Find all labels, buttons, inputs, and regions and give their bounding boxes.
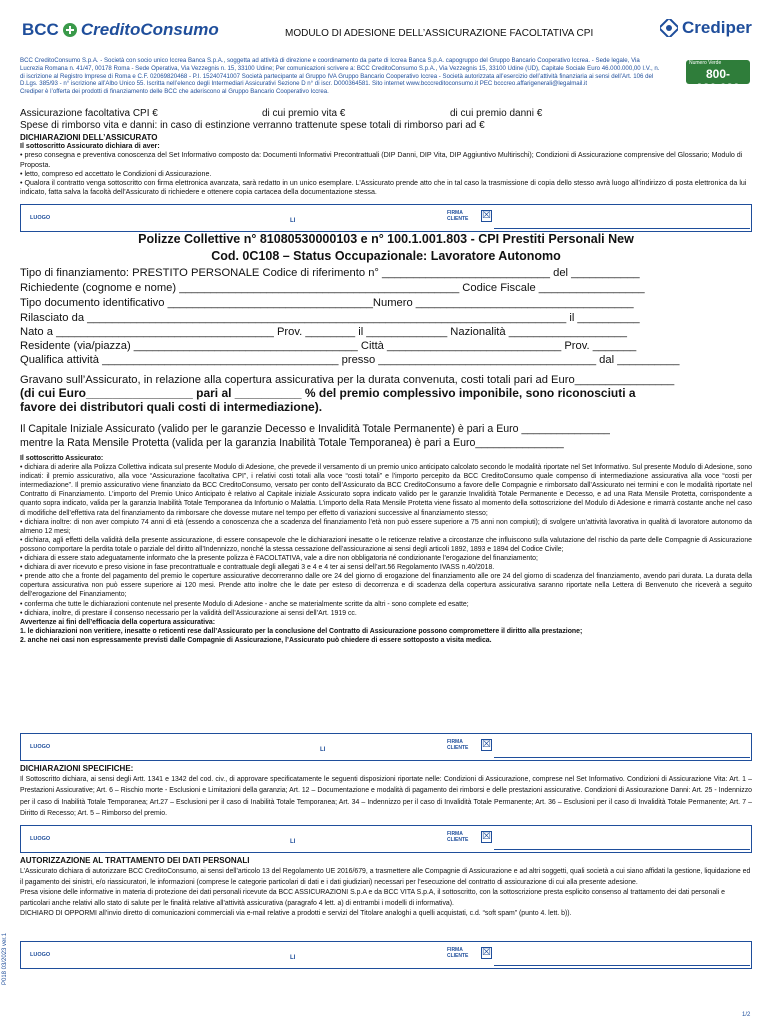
dichiara-p3: • dichiara, agli effetti della validità della presente assicurazione, di essere consapevole che le dichiarazioni inesatte o le reticenze relative a circostanze che influiscono sulla valutazione del rischio da parte delle Compagnie di Assicurazione possono comportare la perdita totale o parziale del diritto all’Indennizzo, nonché la stessa cessazione dell’assicurazione ai sensi degli articoli 1892, 1893 e 1894 del Codice Civile; xyxy=(20,536,752,553)
polizze-title-line-2: Cod. 0C108 – Status Occupazionale: Lavoratore Autonomo xyxy=(211,249,561,263)
avvertenze-1: 1. le dichiarazioni non veritiere, inesatte o reticenti rese dall’Assicurato per la conclusione del Contratto di Assicurazione possono compromettere il diritto alla prestazione; xyxy=(20,627,583,635)
assicurato-dichiara-section xyxy=(20,454,752,645)
cliente-label: CLIENTE xyxy=(447,216,469,222)
firma-line-2[interactable] xyxy=(494,757,750,758)
logo-brand-text: CreditoConsumo xyxy=(80,20,219,39)
li-label: LI xyxy=(320,747,326,753)
premio-cpi-label: Assicurazione facoltativa CPI € xyxy=(20,108,158,119)
rilasciato-da-field[interactable]: Rilasciato da _____________________________________________________________________________ il __________ xyxy=(20,312,640,324)
privacy-p3: DICHIARO DI OPPORMI all’invio diretto di comunicazioni commerciali via e-mail relative a prodotti e servizi del Titolare analoghi a quelli acquistati, c.d. “soft spam” (punto 4. lett. b)). xyxy=(20,910,572,918)
li-label: LI xyxy=(290,839,296,845)
luogo-label: LUOGO xyxy=(30,952,51,958)
nato-a-field[interactable]: Nato a ___________________________________ Prov. ________ il _____________ Nazionalità ___________________ xyxy=(20,326,627,338)
dichiara-p1: • dichiara di aderire alla Polizza Collettiva indicata sul presente Modulo di Adesione, che prevede il versamento di un premio unico anticipato calcolato secondo le modalità riportate nel Set Informativo. Sul presente Modulo di Adesione, sono indicati: il premio assicurativo, alla voce “Assicurazione facoltativa CPI”, i relativi costi totali alla voce “costi totali” e l’importo percepito da BCC CreditoConsumo quale compenso di intermediazione assicurativa alla voce “costi per intermediazione”. Il premio assicurativo viene finanziato da BCC CreditoConsumo, versato per conto dell’Assicurato da BCC CreditoConsumo a favore delle Compagnie e rimborsato dall’Assicurato nei termini e con le modalità riportate nel Contratto di Finanziamento. L’importo del Premio Unico Anticipato è relativo al Capitale iniziale Assicurato sopra indicato valido per le garanzie Invalidità Totale Permanente e Decesso, e ad una Rata Mensile Protetta, corrispondente a quanto sopra indicato, valida per la garanzia Inabilità Totale Temporanea da Infortunio o Malattia. L’importo della Rata Mensile Protetta viene fissato al momento della sottoscrizione del Modulo di Adesione e rimarrà costante anche nel caso di modifiche dell’effettiva rata del finanziamento da rimborsare che dovesse mutare nel tempo per effetto di variazioni successive al finanziamento stesso; xyxy=(20,464,752,517)
dichiarazioni-title: DICHIARAZIONI DELL’ASSICURATO xyxy=(20,133,158,142)
crediper-logo-icon xyxy=(660,19,678,37)
privacy-p2: Presa visione delle informative in materia di protezione dei dati personali ricevute da BCC ASSICURAZIONI S.p.A e da BCC VITA S.p.A, il sottoscritto, con la sottoscrizione presta esplicito consenso al trattamento dei dati personali e particolari anche relativi allo stato di salute per le finalità relative all’attività assicurativa (paragrafo 4 lett. a) di entrambi i modelli di informativa). xyxy=(20,889,725,907)
bcc-creditoconsumo-logo xyxy=(22,20,219,40)
page-number: 1/2 xyxy=(742,1012,751,1018)
dichiara-p6: • prende atto che a fronte del pagamento del premio le coperture assicurative decorreranno dalle ore 24 del giorno di erogazione del finanziamento alle ore 24 del giorno di scadenza del finanziamento, avendo pari durata. La durata della copertura assicurativa non può essere superiore ai 120 mesi. Prende atto inoltre che le date per esteso di decorrenza e di scadenza della copertura assicurativa saranno riportate nella Lettera di Benvenuto che riceverà a seguito dell’erogazione del Finanziamento; xyxy=(20,573,752,599)
firma-line-4[interactable] xyxy=(494,965,750,966)
dichiarazioni-bullet-1: • preso consegna e preventiva conoscenza del Set Informativo composto da: Documenti Informativi Precontrattuali (DIP Danni, DIP Vita, DIP Aggiuntivo Multirischi); Condizioni di Assicurazione comprensive del Glossario; Modulo di Proposta. xyxy=(20,151,743,169)
specifiche-text: Il Sottoscritto dichiara, ai sensi degli Artt. 1341 e 1342 del cod. civ., di approvare specificatamente le seguenti disposizioni riportate nelle: Condizioni di Assicurazione, comprese nel Set Informativo. Condizioni di Assicurazione Vita: Art. 1 – Prestazioni Assicurative; Art. 6 – Rischio morte - Esclusioni e Limitazioni della garanzia; Art. 12 – Documentazione e modalità di pagamento dei rimborsi e delle prestazioni assicurative. Condizioni di Assicurazione Danni: Art. 25 - Indennizzo per il caso di Inabilità Totale Temporanea; Art.27 – Esclusioni per il caso di Inabilità Totale Temporanea; Art. 34 – Indennizzo per il caso di Invalidità Totale Permanente; Art. 36 – Esclusioni per il caso di Invalidità Totale Permanente; Art. 7 – Diritto di Recesso; Art. 5 – Rimborso del premio. xyxy=(20,776,752,818)
avvertenze-title: Avvertenze ai fini dell’efficacia della copertura assicurativa: xyxy=(20,618,216,626)
dichiara-intro: Il sottoscritto Assicurato: xyxy=(20,455,104,462)
privacy-p1: L’Assicurato dichiara di autorizzare BCC CreditoConsumo, ai sensi dell’articolo 13 del Regolamento UE 2016/679, a trasmettere alle Compagnie di Assicurazione e ad altri soggetti, quali società a cui siano affidati la gestione, liquidazione ed il pagamento dei sinistri, e/o riassicuratori, le informazioni (comprese le categorie particolari di dati e i dati giudiziari) necessari per l’esecuzione del contratto di assicurazione di cui alla presente adesione. xyxy=(20,868,751,886)
avvertenze-2: 2. anche nei casi non espressamente previsti dalle Compagnie di Assicurazione, l’Assicurato può chiedere di essere sottoposto a visita medica. xyxy=(20,636,492,644)
firma-label: FIRMA xyxy=(447,210,463,216)
tipo-finanziamento-field[interactable]: Tipo di finanziamento: PRESTITO PERSONALE Codice di riferimento n° ___________________________ del ___________ xyxy=(20,267,640,279)
crediper-logo-text: Crediper xyxy=(682,18,752,37)
bcc-logo-icon xyxy=(62,22,78,38)
premio-danni-label: di cui premio danni € xyxy=(450,108,543,119)
form-code: P018 03/2023 ver.1 xyxy=(2,932,8,985)
numero-verde-number: 800-990.620 xyxy=(696,67,740,95)
dichiara-p7: • conferma che tutte le dichiarazioni contenute nel presente Modulo di Adesione - anche se materialmente scritte da altri - sono complete ed esatte; xyxy=(20,600,469,608)
luogo-label: LUOGO xyxy=(30,836,51,842)
dichiarazioni-bullet-2: • letto, compreso ed accettato le Condizioni di Assicurazione. xyxy=(20,169,212,178)
li-label: LI xyxy=(290,955,296,961)
spese-rimborso-label: Spese di rimborso vita e danni: in caso di estinzione verranno trattenute spese totali di rimborso pari ad € xyxy=(20,120,485,131)
firma-label: FIRMA xyxy=(447,739,463,745)
luogo-label: LUOGO xyxy=(30,215,51,221)
dichiarazioni-bullet-3: • Qualora il contratto venga sottoscritto con firma elettronica avanzata, sarà redatto in un unico esemplare. L’Assicurato prende atto che in tal caso la trasmissione di copia dello stesso avrà luogo all’indirizzo di posta elettronica da lui indicato, fatta salva la facoltà dell’Assicurato di richiedere e ottenere copia cartacea della documentazione stessa. xyxy=(20,179,747,197)
capitale-line-1: Il Capitale Iniziale Assicurato (valido per le garanzie Decesso e Invalidità Totale Permanente) è pari a Euro _______________ xyxy=(20,423,610,435)
cliente-label: CLIENTE xyxy=(447,745,469,751)
gravano-line-3: favore dei distributori quali costi di intermediazione). xyxy=(20,400,323,414)
crediper-logo xyxy=(660,18,752,38)
tipo-documento-field[interactable]: Tipo documento identificativo _________________________________Numero ___________________________________ xyxy=(20,297,634,309)
firma-cliente-label xyxy=(447,210,468,222)
dichiara-p8: • dichiara, inoltre, di prestare il consenso necessario per la validità dell’Assicurazione ai sensi dell’Art. 1919 cc. xyxy=(20,609,357,617)
firma-cliente-label xyxy=(447,739,468,751)
residente-field[interactable]: Residente (via/piazza) ____________________________________ Città ____________________________ Prov. _______ xyxy=(20,340,637,352)
dichiara-p5: • dichiara di aver ricevuto e preso visione in fase precontrattuale e contrattuale degli allegati 3 e 4 e 4 ter ai sensi dell’art.56 Regolamento IVASS n.40/2018. xyxy=(20,564,495,572)
dichiarazioni-intro: Il sottoscritto Assicurato dichiara di aver: xyxy=(20,142,160,150)
gravano-line-1: Gravano sull’Assicurato, in relazione alla copertura assicurativa per la durata convenuta, costi totali pari ad Euro________________ xyxy=(20,374,675,386)
privacy-section xyxy=(20,867,752,920)
firma-label: FIRMA xyxy=(447,947,463,953)
firma-label: FIRMA xyxy=(447,831,463,837)
numero-verde-label: Numero Verde xyxy=(689,60,722,66)
capitale-line-2: mentre la Rata Mensile Protetta (valida per la garanzia Inabilità Totale Temporanea) è pari a Euro_______________ xyxy=(20,437,564,449)
specifiche-title: DICHIARAZIONI SPECIFICHE: xyxy=(20,764,134,773)
firma-checkbox-1[interactable]: ☒ xyxy=(482,210,491,221)
gravano-line-2: (di cui Euro________________ pari al __________ % del premio complessivo imponibile, sono riconosciuti a xyxy=(20,386,636,400)
firma-checkbox-4[interactable]: ☒ xyxy=(482,947,491,958)
firma-line-3[interactable] xyxy=(494,849,750,850)
premio-vita-label: di cui premio vita € xyxy=(262,108,346,119)
richiedente-field[interactable]: Richiedente (cognome e nome) _____________________________________________ Codice Fiscale _________________ xyxy=(20,282,645,294)
firma-checkbox-2[interactable]: ☒ xyxy=(482,739,491,750)
firma-cliente-label xyxy=(447,831,468,843)
qualifica-attivita-field[interactable]: Qualifica attività ______________________________________ presso ___________________________________ dal __________ xyxy=(20,354,680,366)
dichiarazioni-body xyxy=(20,142,752,198)
firma-line-1[interactable] xyxy=(494,228,750,229)
logo-bcc-text: BCC xyxy=(22,20,59,39)
document-title: MODULO DI ADESIONE DELL’ASSICURAZIONE FACOLTATIVA CPI xyxy=(285,28,594,39)
cliente-label: CLIENTE xyxy=(447,953,469,959)
numero-verde-badge xyxy=(686,60,750,95)
cliente-label: CLIENTE xyxy=(447,837,469,843)
privacy-title: AUTORIZZAZIONE AL TRATTAMENTO DEI DATI PERSONALI xyxy=(20,856,250,865)
li-label: LI xyxy=(290,218,296,224)
luogo-label: LUOGO xyxy=(30,744,51,750)
dichiara-p4: • dichiara di essere stato adeguatamente informato che la presente polizza è FACOLTATIVA, vale a dire non obbligatoria né condizionante l’erogazione del finanziamento; xyxy=(20,555,538,563)
firma-checkbox-3[interactable]: ☒ xyxy=(482,831,491,842)
dichiara-p2: • dichiara inoltre: di non aver compiuto 74 anni di età (essendo a conoscenza che a scadenza del finanziamento l’età non può essere superiore a 75 anni non compiuti); di svolgere un’attività lavorativa in qualità di lavoratore autonomo da almeno 12 mesi; xyxy=(20,518,752,535)
company-info: BCC CreditoConsumo S.p.A. - Società con socio unico Iccrea Banca S.p.A., soggetta ad attività di direzione e coordinamento da parte di Iccrea Banca S.p.A. capogruppo del Gruppo Bancario Cooperativo Iccrea. - Sede legale, Via Lucrezia Romana n. 41/47, 00178 Roma - Sede Operativa, Via Vezzegnis n. 15, 33100 Udine; Per comunicazioni scrivere a: BCC CreditoConsumo S.p.A., Via Vezzegnis 15, 33100 Udine (UD), Capitale Sociale Euro 46.000.000,00 I.V., n. di iscrizione al Registro Imprese di Roma e C.F. 02069820468 - P.I. 15240741007 Società partecipante al Gruppo IVA Gruppo Bancario Cooperativo Iccrea - Società autorizzata all’esercizio dell’attività finanziaria ai sensi dell’Art. 106 del D.Lgs. 385/93 - n° iscrizione all’Albo Unico 55. Iscritta nell’elenco degli Intermediari Assicurativi Sezione D n° di iscr. D000364581. Sito internet www.bcccreditoconsumo.it PEC bcccreo.affarigenerali@legalmail.it Crediper è l’offerta dei prodotti di finanziamento delle BCC che aderiscono al Gruppo Bancario Cooperativo Iccrea. xyxy=(20,57,660,96)
polizze-title-line-1: Polizze Collettive n° 81080530000103 e n° 100.1.001.803 - CPI Prestiti Personali New xyxy=(138,232,634,246)
firma-cliente-label xyxy=(447,947,468,959)
